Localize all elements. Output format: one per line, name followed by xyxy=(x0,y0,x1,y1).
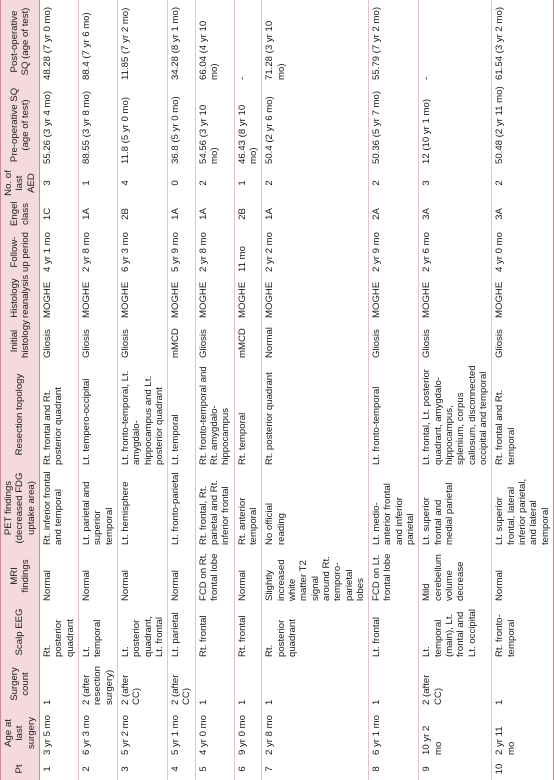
table-cell: Gliosis xyxy=(117,321,167,361)
column-header: Follow-up period xyxy=(1,229,40,275)
table-cell: Lt. frontal, Lt. posterior quadrant, amygdalo-hippocampus, splenium, corpus callosum, disconnected occipital and temporal xyxy=(419,361,492,468)
table-cell: MOGHE xyxy=(419,275,492,321)
table-row xyxy=(40,0,79,780)
table-cell: Lt. fronto-temporal, Lt. amygdalo-hippocampus and Lt. posterior quadrant xyxy=(117,361,167,468)
table-cell: 48.28 (7 yr 0 mo) xyxy=(40,0,79,83)
table-cell: 6 yr 1 mo xyxy=(369,708,419,758)
table-cell: mMCD xyxy=(234,321,262,361)
table-cell: Lt. temporal xyxy=(168,361,196,468)
table-cell: 5 yr 1 mo xyxy=(168,708,196,758)
table-cell: MOGHE xyxy=(78,275,117,321)
table-cell: 1 xyxy=(369,660,419,708)
table-cell: 11 mo xyxy=(234,229,262,275)
table-cell: MOGHE xyxy=(492,275,554,321)
table-cell: 4 xyxy=(117,167,167,199)
table-cell: 61.54 (3 yr 2 mo) xyxy=(492,0,554,83)
table-cell: MOGHE xyxy=(195,275,234,321)
table-cell: 2 xyxy=(369,167,419,199)
table-cell: 50.48 (2 yr 11 mo) xyxy=(492,83,554,167)
column-header: Initial histology xyxy=(1,321,40,361)
table-row xyxy=(369,0,419,780)
table-cell: Gliosis xyxy=(369,321,419,361)
column-header: Resection topology xyxy=(1,361,40,468)
table-cell: 1 xyxy=(195,660,234,708)
table-cell: 2 yr 8 mo xyxy=(195,229,234,275)
table-cell: 2 (after CC) xyxy=(168,660,196,708)
table-cell: Lt. parietal xyxy=(168,604,196,660)
table-row xyxy=(78,0,117,780)
table-cell: - xyxy=(419,0,492,83)
table-cell: 2 yr 8 mo xyxy=(262,708,369,758)
table-cell: MOGHE xyxy=(117,275,167,321)
table-cell: Normal xyxy=(117,548,167,604)
table-cell: 1 xyxy=(40,758,79,780)
table-cell: 2 yr 8 mo xyxy=(78,229,117,275)
table-cell: 66.04 (4 yr 10 mo) xyxy=(195,0,234,83)
column-header: Post-operative SQ (age of test) xyxy=(1,0,40,83)
table-cell: Rt. frontal and Rt. posterior quadrant xyxy=(40,361,79,468)
table-cell: 10 yr 2 mo xyxy=(419,708,492,758)
table-cell: Mild cerebellum volume decrease xyxy=(419,548,492,604)
table-cell: 2 (after CC) xyxy=(117,660,167,708)
table-cell: Lt. hemisphere xyxy=(117,468,167,548)
table-cell: 55.79 (7 yr 2 mo) xyxy=(369,0,419,83)
table-cell: 4 xyxy=(168,758,196,780)
table-row xyxy=(168,0,196,780)
column-header: Pt xyxy=(1,758,40,780)
table-cell: MOGHE xyxy=(262,275,369,321)
table-row xyxy=(195,0,234,780)
table-cell: Gliosis xyxy=(40,321,79,361)
table-cell: 4 yr 0 mo xyxy=(195,708,234,758)
table-cell: 50.36 (5 yr 7 mo) xyxy=(369,83,419,167)
table-cell: 8 xyxy=(369,758,419,780)
table-cell: 11.8 (5 yr 0 mo) xyxy=(117,83,167,167)
table-cell: Rt. frontal and Rt. temporal xyxy=(492,361,554,468)
table-cell: 2 yr 6 mo xyxy=(419,229,492,275)
table-cell: 1 xyxy=(234,660,262,708)
table-cell: Lt. tempero-occipital xyxy=(78,361,117,468)
table-cell: 12 (10 yr 1 mo) xyxy=(419,83,492,167)
table-cell: Rt. posterior quadrant xyxy=(262,604,369,660)
table-cell: 3 xyxy=(117,758,167,780)
table-body xyxy=(40,0,554,780)
table-cell: 2B xyxy=(117,199,167,229)
table-cell: 0 xyxy=(168,167,196,199)
column-header: PET findings (decreased FDG uptake area) xyxy=(1,468,40,548)
table-cell: - xyxy=(234,0,262,83)
table-cell: 5 xyxy=(195,758,234,780)
table-cell: Normal xyxy=(168,548,196,604)
table-cell: 11.85 (7 yr 2 mo) xyxy=(117,0,167,83)
table-cell: 10 xyxy=(492,758,554,780)
table-cell: 2 xyxy=(492,167,554,199)
table-cell: 3A xyxy=(492,199,554,229)
table-cell: mMCD xyxy=(168,321,196,361)
table-cell: Normal xyxy=(492,548,554,604)
table-cell: 1A xyxy=(262,199,369,229)
table-cell: 1 xyxy=(40,660,79,708)
table-cell: Normal xyxy=(234,548,262,604)
table-cell: Lt. parietal and superior temporal xyxy=(78,468,117,548)
table-cell: MOGHE xyxy=(234,275,262,321)
table-cell: 2 (after CC) xyxy=(419,660,492,708)
table-cell: Rt. inferior frontal and temporal xyxy=(40,468,79,548)
table-cell: 6 xyxy=(234,758,262,780)
table-row xyxy=(234,0,262,780)
table-cell: Gliosis xyxy=(195,321,234,361)
table-cell: Rt. fronto-temporal xyxy=(492,604,554,660)
table-cell: 88.55 (3 yr 8 mo) xyxy=(78,83,117,167)
table-cell: Rt. frontal xyxy=(195,604,234,660)
table-cell: Lt. temporal xyxy=(78,604,117,660)
table-cell: Lt. temporal (main), Lt. frontal and Lt. occipital xyxy=(419,604,492,660)
column-header: Surgery count xyxy=(1,660,40,708)
table-cell: Lt. superior frontal, lateral inferior parietal, and lateral temporal xyxy=(492,468,554,548)
table-cell: 50.4 (2 yr 6 mo) xyxy=(262,83,369,167)
table-cell: MOGHE xyxy=(369,275,419,321)
table-cell: 5 yr 9 mo xyxy=(168,229,196,275)
table-cell: MOGHE xyxy=(40,275,79,321)
table-cell: 3A xyxy=(419,199,492,229)
table-cell: 3 xyxy=(419,167,492,199)
table-row xyxy=(492,0,554,780)
table-cell: 6 yr 3 mo xyxy=(117,229,167,275)
table-cell: 1A xyxy=(168,199,196,229)
column-header: Pre-operative SQ (age of test) xyxy=(1,83,40,167)
table-cell: 2A xyxy=(369,199,419,229)
table-cell: 6 yr 3 mo xyxy=(78,708,117,758)
table-cell: Lt. fronto-temporal xyxy=(369,361,419,468)
table-cell: 2B xyxy=(234,199,262,229)
table-cell: 1C xyxy=(40,199,79,229)
column-header: No. of last AED xyxy=(1,167,40,199)
table-cell: 88.4 (7 yr 6 mo) xyxy=(78,0,117,83)
table-cell: 1A xyxy=(195,199,234,229)
table-cell: 2 yr 11 mo xyxy=(492,708,554,758)
table-cell: 1 xyxy=(262,660,369,708)
column-header: Scalp EEG xyxy=(1,604,40,660)
table-cell: Lt. medio-anterior frontal and inferior parietal xyxy=(369,468,419,548)
table-cell: 7 xyxy=(262,758,369,780)
table-cell: Normal xyxy=(262,321,369,361)
table-cell: Rt. temporal xyxy=(234,361,262,468)
table-cell: 2 (after resection surgery) xyxy=(78,660,117,708)
table-cell: Lt. fronto-parietal xyxy=(168,468,196,548)
table-cell: Rt. frontal, Rt. parietal and Rt. inferior frontal xyxy=(195,468,234,548)
table-cell: Rt. fronto-temporal and Rt. amygdalo-hippocampus xyxy=(195,361,234,468)
column-header: MRI findings xyxy=(1,548,40,604)
table-cell: 2 yr 9 mo xyxy=(369,229,419,275)
table-cell: Gliosis xyxy=(78,321,117,361)
table-cell: 1A xyxy=(78,199,117,229)
table-cell: Gliosis xyxy=(419,321,492,361)
table-cell: Normal xyxy=(40,548,79,604)
table-cell: Lt. superior frontal and medial parietal xyxy=(419,468,492,548)
table-cell: 36.8 (5 yr 0 mo) xyxy=(168,83,196,167)
table-cell: 71.28 (3 yr 10 mo) xyxy=(262,0,369,83)
table-cell: 1 xyxy=(492,660,554,708)
table-cell: 2 xyxy=(262,167,369,199)
table-cell: 9 yr 0 mo xyxy=(234,708,262,758)
table-row xyxy=(419,0,492,780)
column-header: Age at last surgery xyxy=(1,708,40,758)
table-cell: 4 yr 0 mo xyxy=(492,229,554,275)
column-header: Histology reanalysis xyxy=(1,275,40,321)
table-cell: 4 yr 1 mo xyxy=(40,229,79,275)
table-cell: FCD on Lt. frontal lobe xyxy=(369,548,419,604)
table-cell: 55.26 (3 yr 4 mo) xyxy=(40,83,79,167)
table-cell: Rt. posterior quadrant xyxy=(262,361,369,468)
table-cell: 1 xyxy=(234,167,262,199)
table-cell: 54.56 (3 yr 10 mo) xyxy=(195,83,234,167)
table-cell: 2 yr 2 mo xyxy=(262,229,369,275)
table-row xyxy=(262,0,369,780)
table-header-row xyxy=(1,0,40,780)
table-cell: 2 xyxy=(195,167,234,199)
table-cell: MOGHE xyxy=(168,275,196,321)
column-header: Engel class xyxy=(1,199,40,229)
table-cell: Slightly increased white matter T2 signal around Rt. temporo-parietal lobes xyxy=(262,548,369,604)
table-cell: Rt. anterior temporal xyxy=(234,468,262,548)
table-cell: No official reading xyxy=(262,468,369,548)
table-cell: FCD on Rt. frontal lobe xyxy=(195,548,234,604)
table-cell: 2 xyxy=(78,758,117,780)
table-cell: Normal xyxy=(78,548,117,604)
table-cell: 5 yr 2 mo xyxy=(117,708,167,758)
table-cell: 3 xyxy=(40,167,79,199)
table-cell: Rt. frontal xyxy=(234,604,262,660)
table-row xyxy=(117,0,167,780)
table-cell: 9 xyxy=(419,758,492,780)
table-cell: Lt. posterior quadrant, Lt. frontal xyxy=(117,604,167,660)
table-cell: 46.43 (8 yr 10 mo) xyxy=(234,83,262,167)
table-cell: Gliosis xyxy=(492,321,554,361)
table-cell: 1 xyxy=(78,167,117,199)
table-cell: Lt. frontal xyxy=(369,604,419,660)
table-cell: Rt. posterior quadrant xyxy=(40,604,79,660)
table-cell: 34.28 (8 yr 1 mo) xyxy=(168,0,196,83)
table-cell: 3 yr 5 mo xyxy=(40,708,79,758)
